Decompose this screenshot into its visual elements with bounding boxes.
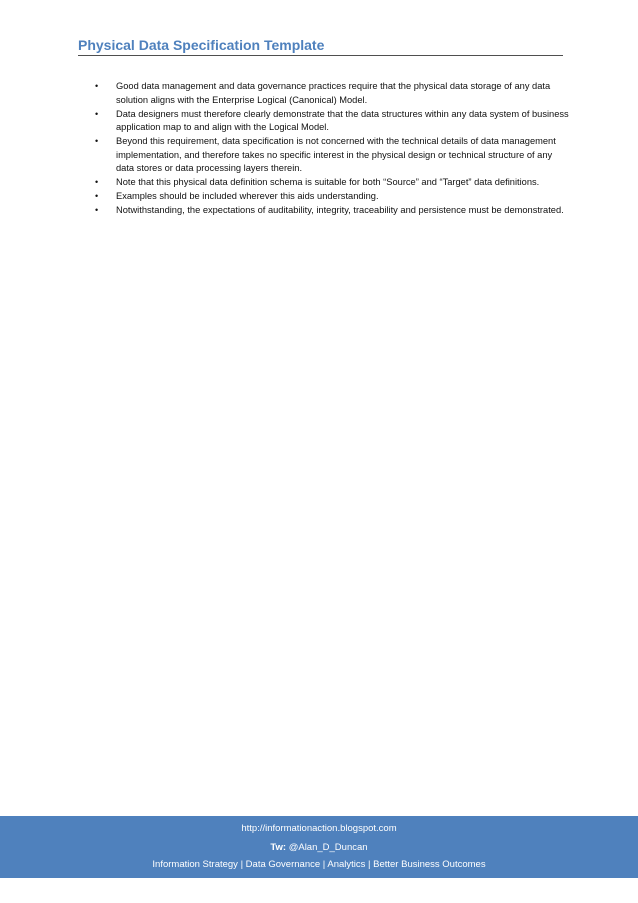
- footer-url[interactable]: http://informationaction.blogspot.com: [241, 823, 397, 834]
- twitter-label: Tw:: [270, 842, 287, 853]
- bullet-icon: •: [95, 177, 99, 187]
- footer-twitter: [0, 842, 638, 854]
- twitter-handle[interactable]: @Alan_D_Duncan: [286, 842, 368, 853]
- bullet-icon: •: [95, 205, 99, 215]
- page-footer: [0, 816, 638, 878]
- list-item-text: Beyond this requirement, data specification is not concerned with the technical details of data management implementation, and therefore takes no specific interest in the physical design or technical structure of any data stores or data processing layers therein.: [116, 136, 556, 173]
- bullet-list: [90, 80, 570, 218]
- list-item: [90, 135, 570, 176]
- bullet-icon: •: [95, 108, 99, 119]
- page-title: Physical Data Specification Template: [78, 36, 563, 56]
- list-item: [90, 204, 570, 218]
- list-item: [90, 176, 570, 190]
- footer-tagline: Information Strategy | Data Governance | Analytics | Better Business Outcomes: [152, 859, 486, 870]
- list-item: [90, 108, 570, 135]
- list-item-text: Note that this physical data definition schema is suitable for both “Source” and “Target” data definitions.: [116, 177, 540, 187]
- list-item-text: Good data management and data governance practices require that the physical data storage of any data solution aligns with the Enterprise Logical (Canonical) Model.: [116, 81, 551, 105]
- list-item-text: Data designers must therefore clearly demonstrate that the data structures within any data system of business application map to and align with the Logical Model.: [116, 108, 569, 132]
- list-item-text: Notwithstanding, the expectations of auditability, integrity, traceability and persistence must be demonstrated.: [116, 205, 564, 215]
- list-item-text: Examples should be included wherever this aids understanding.: [116, 191, 379, 201]
- list-item: [90, 80, 570, 107]
- list-item: [90, 190, 570, 204]
- bullet-icon: •: [95, 81, 99, 91]
- bullet-icon: •: [95, 136, 99, 146]
- bullet-icon: •: [95, 191, 99, 201]
